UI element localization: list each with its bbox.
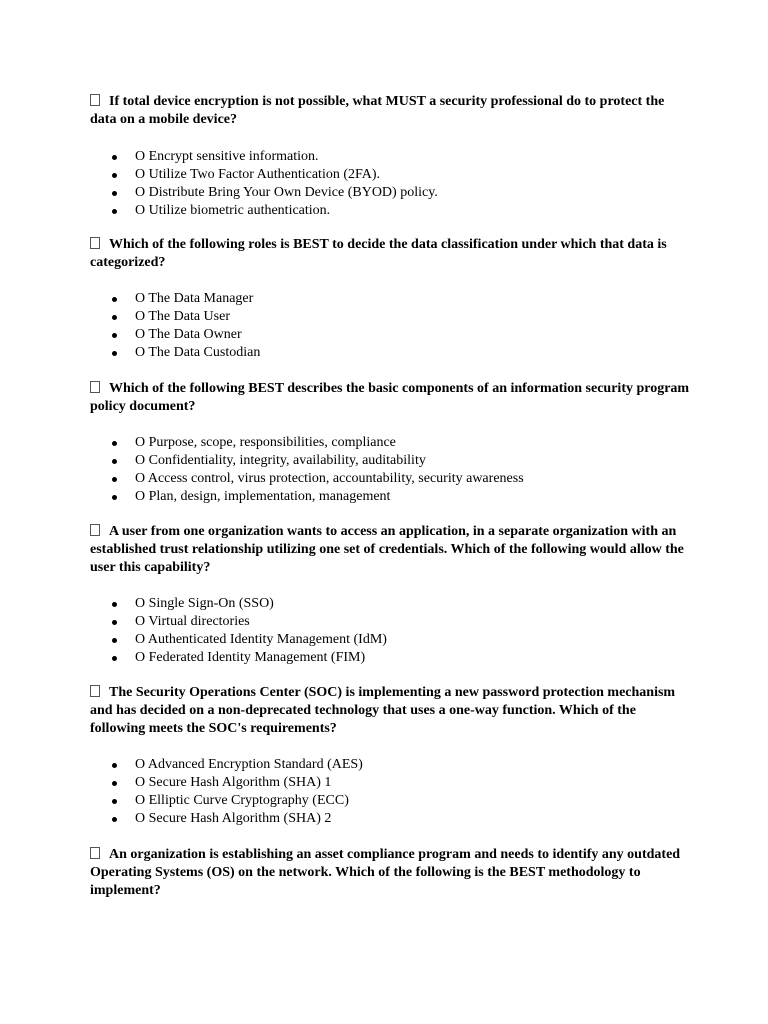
option-item[interactable] xyxy=(112,452,524,470)
option-list xyxy=(112,290,260,362)
bullet-icon xyxy=(112,315,117,320)
option-label: O Elliptic Curve Cryptography (ECC) xyxy=(135,793,349,808)
option-label: O The Data User xyxy=(135,309,230,324)
question-text-content: If total device encryption is not possible, what MUST a security professional do to protect the data on a mobile device? xyxy=(90,94,665,127)
option-label: O Utilize biometric authentication. xyxy=(135,203,331,218)
missing-glyph-icon xyxy=(90,847,100,859)
question-text-content: Which of the following BEST describes the basic components of an information security program policy document? xyxy=(90,381,690,414)
question-text xyxy=(90,846,690,900)
option-item[interactable] xyxy=(112,488,524,506)
option-label: O Distribute Bring Your Own Device (BYOD) policy. xyxy=(135,185,438,200)
option-label: O Plan, design, implementation, management xyxy=(135,489,391,504)
option-label: O Purpose, scope, responsibilities, compliance xyxy=(135,435,396,450)
option-label: O Access control, virus protection, accountability, security awareness xyxy=(135,471,524,486)
bullet-icon xyxy=(112,602,117,607)
option-item[interactable] xyxy=(112,613,387,631)
bullet-icon xyxy=(112,441,117,446)
option-list xyxy=(112,434,524,506)
bullet-icon xyxy=(112,495,117,500)
option-label: O Confidentiality, integrity, availability, auditability xyxy=(135,453,426,468)
question-text-content: A user from one organization wants to access an application, in a separate organization with an established trust relationship utilizing one set of credentials. Which of the following would allow the user this capability? xyxy=(90,524,684,575)
question-text xyxy=(90,93,690,129)
option-label: O Secure Hash Algorithm (SHA) 1 xyxy=(135,775,332,790)
bullet-icon xyxy=(112,638,117,643)
question-block xyxy=(90,380,690,504)
bullet-icon xyxy=(112,209,117,214)
option-item[interactable] xyxy=(112,810,363,828)
option-label: O Utilize Two Factor Authentication (2FA). xyxy=(135,167,381,182)
option-label: O Advanced Encryption Standard (AES) xyxy=(135,757,363,772)
bullet-icon xyxy=(112,477,117,482)
bullet-icon xyxy=(112,191,117,196)
option-item[interactable] xyxy=(112,774,363,792)
option-label: O Secure Hash Algorithm (SHA) 2 xyxy=(135,811,332,826)
option-item[interactable] xyxy=(112,470,524,488)
option-label: O The Data Owner xyxy=(135,327,242,342)
option-item[interactable] xyxy=(112,649,387,667)
bullet-icon xyxy=(112,620,117,625)
bullet-icon xyxy=(112,155,117,160)
bullet-icon xyxy=(112,763,117,768)
missing-glyph-icon xyxy=(90,94,100,106)
option-item[interactable] xyxy=(112,308,260,326)
question-block xyxy=(90,236,690,360)
option-list xyxy=(112,148,438,220)
option-item[interactable] xyxy=(112,756,363,774)
option-list xyxy=(112,595,387,667)
bullet-icon xyxy=(112,799,117,804)
option-item[interactable] xyxy=(112,595,387,613)
option-label: O Single Sign-On (SSO) xyxy=(135,596,274,611)
question-text xyxy=(90,684,690,738)
question-block xyxy=(90,523,690,665)
option-item[interactable] xyxy=(112,344,260,362)
bullet-icon xyxy=(112,333,117,338)
question-block xyxy=(90,684,690,826)
option-item[interactable] xyxy=(112,434,524,452)
bullet-icon xyxy=(112,351,117,356)
question-text xyxy=(90,380,690,416)
option-item[interactable] xyxy=(112,166,438,184)
option-item[interactable] xyxy=(112,290,260,308)
option-label: O Authenticated Identity Management (IdM) xyxy=(135,632,387,647)
question-block xyxy=(90,846,690,900)
option-item[interactable] xyxy=(112,184,438,202)
missing-glyph-icon xyxy=(90,685,100,697)
option-label: O Federated Identity Management (FIM) xyxy=(135,650,366,665)
question-text-content: Which of the following roles is BEST to decide the data classification under which that data is categorized? xyxy=(90,237,667,270)
question-block xyxy=(90,93,690,218)
option-item[interactable] xyxy=(112,202,438,220)
option-item[interactable] xyxy=(112,326,260,344)
question-text xyxy=(90,523,690,577)
option-label: O The Data Manager xyxy=(135,291,254,306)
missing-glyph-icon xyxy=(90,524,100,536)
bullet-icon xyxy=(112,459,117,464)
bullet-icon xyxy=(112,297,117,302)
option-label: O Encrypt sensitive information. xyxy=(135,149,319,164)
bullet-icon xyxy=(112,817,117,822)
bullet-icon xyxy=(112,173,117,178)
question-text-content: An organization is establishing an asset compliance program and needs to identify any outdated Operating Systems (OS) on the network. Which of the following is the BEST methodology to implement? xyxy=(90,847,681,898)
option-item[interactable] xyxy=(112,792,363,810)
question-text-content: The Security Operations Center (SOC) is implementing a new password protection mechanism and has decided on a non-deprecated technology that uses a one-way function. Which of the following meets the SOC's requirements? xyxy=(90,685,676,736)
bullet-icon xyxy=(112,656,117,661)
bullet-icon xyxy=(112,781,117,786)
missing-glyph-icon xyxy=(90,381,100,393)
option-label: O Virtual directories xyxy=(135,614,250,629)
missing-glyph-icon xyxy=(90,237,100,249)
option-item[interactable] xyxy=(112,631,387,649)
question-text xyxy=(90,236,690,272)
option-label: O The Data Custodian xyxy=(135,345,261,360)
option-list xyxy=(112,756,363,828)
option-item[interactable] xyxy=(112,148,438,166)
